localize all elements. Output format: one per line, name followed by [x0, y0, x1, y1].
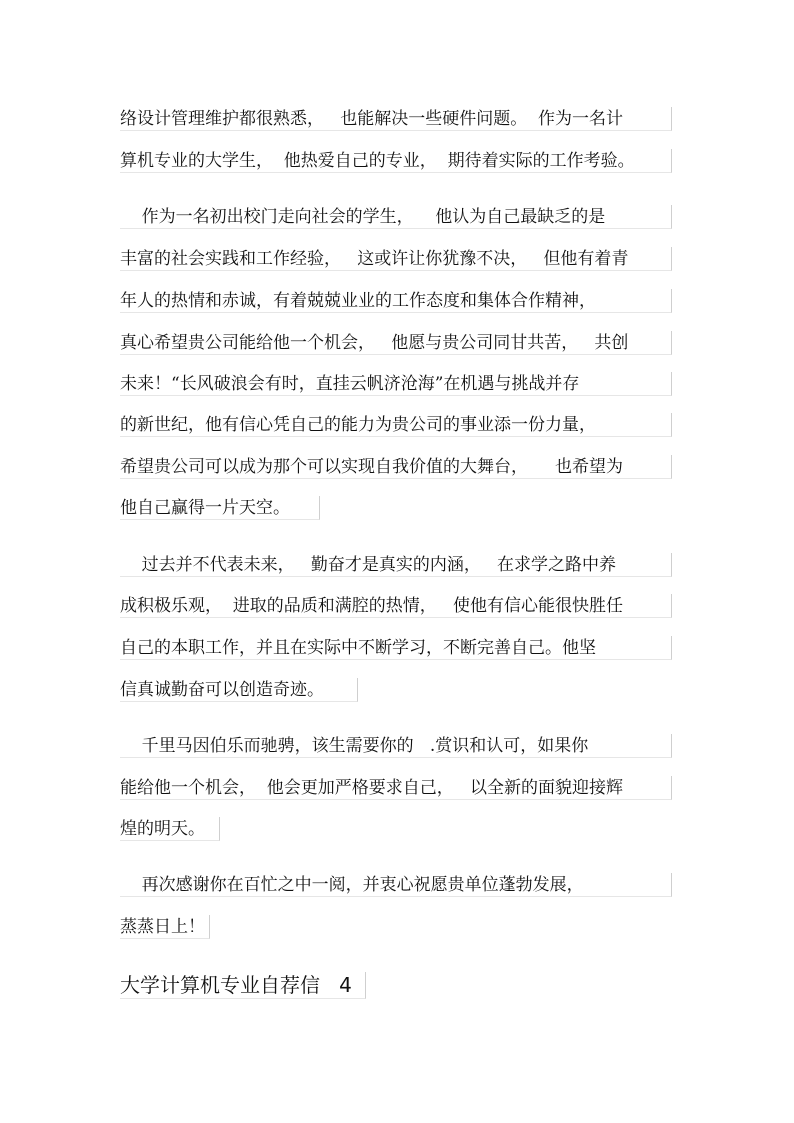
- text-line-9: 希望贵公司可以成为那个可以实现自我价值的大舞台， 也希望为: [120, 455, 672, 479]
- text-line-1: 络设计管理维护都很熟悉， 也能解决一些硬件问题。 作为一名计: [120, 107, 672, 131]
- text-line-8: 的新世纪，他有信心凭自己的能力为贵公司的事业添一份力量，: [120, 413, 672, 437]
- text-line-15: 千里马因伯乐而驰骋，该生需要你的 .赏识和认可，如果你: [120, 734, 672, 758]
- text-line-6: 真心希望贵公司能给他一个机会， 他愿与贵公司同甘共苦， 共创: [120, 331, 672, 355]
- text-line-14: 信真诚勤奋可以创造奇迹。: [120, 678, 358, 702]
- text-line-17: 煌的明天。: [120, 817, 220, 841]
- text-line-16: 能给他一个机会， 他会更加严格要求自己， 以全新的面貌迎接辉: [120, 776, 672, 800]
- text-line-19: 蒸蒸日上！: [120, 915, 210, 939]
- text-line-13: 自己的本职工作，并且在实际中不断学习，不断完善自己。他坚: [120, 636, 672, 660]
- text-line-5: 年人的热情和赤诚，有着兢兢业业的工作态度和集体合作精神，: [120, 289, 672, 313]
- text-line-3: 作为一名初出校门走向社会的学生， 他认为自己最缺乏的是: [120, 205, 672, 229]
- text-line-2: 算机专业的大学生， 他热爱自己的专业， 期待着实际的工作考验。: [120, 149, 672, 173]
- section-title: 大学计算机专业自荐信 4: [120, 972, 366, 999]
- text-line-4: 丰富的社会实践和工作经验， 这或许让你犹豫不决， 但他有着青: [120, 247, 672, 271]
- text-line-7: 未来！“长风破浪会有时，直挂云帆济沧海”在机遇与挑战并存: [120, 372, 672, 396]
- text-line-11: 过去并不代表未来， 勤奋才是真实的内涵， 在求学之路中养: [120, 553, 672, 577]
- text-line-12: 成积极乐观， 进取的品质和满腔的热情， 使他有信心能很快胜任: [120, 594, 672, 618]
- text-line-10: 他自己赢得一片天空。: [120, 496, 320, 520]
- text-line-18: 再次感谢你在百忙之中一阅，并衷心祝愿贵单位蓬勃发展，: [120, 873, 672, 897]
